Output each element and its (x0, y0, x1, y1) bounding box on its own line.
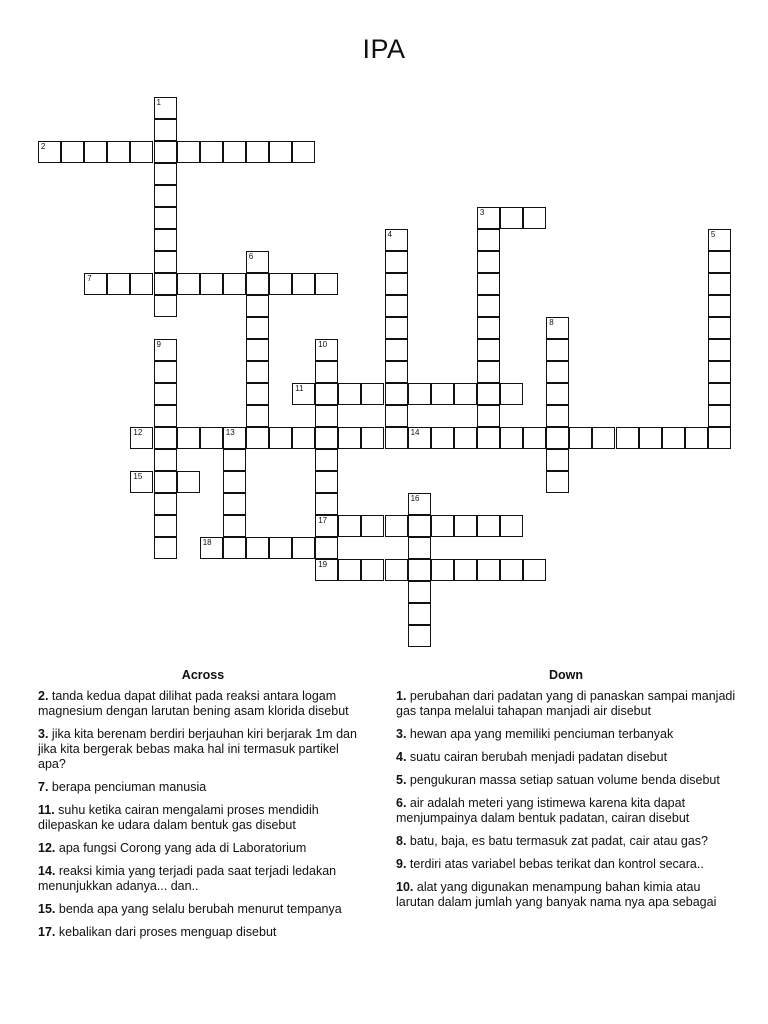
crossword-cell[interactable] (315, 493, 338, 515)
crossword-cell[interactable] (315, 537, 338, 559)
crossword-cell[interactable] (546, 449, 569, 471)
crossword-cell[interactable] (223, 449, 246, 471)
crossword-cell[interactable] (477, 515, 500, 537)
crossword-cell[interactable] (500, 427, 523, 449)
down-clue (396, 880, 736, 910)
across-clue (38, 925, 368, 940)
crossword-cell[interactable] (338, 383, 361, 405)
across-clue (38, 803, 368, 833)
cell-number: 15 (133, 472, 143, 481)
clue-text: apa fungsi Corong yang ada di Laboratorium (55, 841, 307, 855)
cell-number: 14 (410, 428, 420, 437)
crossword-cell[interactable] (685, 427, 708, 449)
clue-number: 5. (396, 773, 407, 787)
crossword-cell[interactable] (477, 405, 500, 427)
crossword-cell[interactable] (315, 515, 338, 537)
crossword-cell[interactable] (315, 273, 338, 295)
clue-number: 15. (38, 902, 56, 916)
cell-number: 1 (156, 98, 161, 107)
crossword-cell[interactable] (200, 141, 223, 163)
across-clues (38, 668, 368, 948)
crossword-cell[interactable] (130, 141, 153, 163)
crossword-cell[interactable] (315, 427, 338, 449)
crossword-cell[interactable] (408, 515, 431, 537)
crossword-cell[interactable] (292, 273, 315, 295)
crossword-cell[interactable] (385, 427, 408, 449)
crossword-cell[interactable] (477, 229, 500, 251)
crossword-cell[interactable] (385, 251, 408, 273)
crossword-cell[interactable] (431, 383, 454, 405)
crossword-cell[interactable] (154, 273, 177, 295)
crossword-cell[interactable] (708, 295, 731, 317)
cell-number: 7 (87, 274, 92, 283)
crossword-cell[interactable] (546, 471, 569, 493)
crossword-cell[interactable] (385, 383, 408, 405)
cell-number: 8 (549, 318, 554, 327)
crossword-cell[interactable] (154, 427, 177, 449)
crossword-cell[interactable] (361, 427, 384, 449)
crossword-cell[interactable] (246, 537, 269, 559)
cell-number: 6 (248, 252, 254, 261)
crossword-cell[interactable] (154, 493, 177, 515)
crossword-cell[interactable] (408, 383, 431, 405)
crossword-cell[interactable] (708, 405, 731, 427)
clue-text: terdiri atas variabel bebas terikat dan kontrol secara.. (406, 857, 704, 871)
crossword-cell[interactable] (361, 515, 384, 537)
down-clue (396, 727, 736, 742)
crossword-cell[interactable] (385, 273, 408, 295)
crossword-cell[interactable] (385, 295, 408, 317)
crossword-cell[interactable] (130, 427, 153, 449)
down-clue (396, 750, 736, 765)
crossword-cell[interactable] (154, 515, 177, 537)
down-clue (396, 773, 736, 788)
cell-number: 9 (156, 340, 161, 349)
crossword-cell[interactable] (223, 141, 246, 163)
crossword-cell[interactable] (154, 361, 177, 383)
crossword-cell[interactable] (315, 405, 338, 427)
crossword-cell[interactable] (454, 559, 477, 581)
down-clues (396, 668, 736, 918)
crossword-cell[interactable] (546, 317, 569, 339)
crossword-cell[interactable] (500, 515, 523, 537)
crossword-cell[interactable] (315, 471, 338, 493)
crossword-cell[interactable] (200, 427, 223, 449)
page-title: IPA (362, 34, 406, 64)
clue-text: suhu ketika cairan mengalami proses mendidih dilepaskan ke udara dalam bentuk gas disebut (38, 803, 319, 832)
crossword-cell[interactable] (431, 559, 454, 581)
crossword-cell[interactable] (130, 273, 153, 295)
crossword-cell[interactable] (223, 515, 246, 537)
across-clue (38, 780, 368, 795)
crossword-cell[interactable] (269, 141, 292, 163)
crossword-cell[interactable] (292, 427, 315, 449)
crossword-cell[interactable] (500, 383, 523, 405)
crossword-cell[interactable] (223, 471, 246, 493)
crossword-cell[interactable] (708, 317, 731, 339)
crossword-cell[interactable] (523, 559, 546, 581)
crossword-cell[interactable] (477, 361, 500, 383)
crossword-cell[interactable] (408, 559, 431, 581)
crossword-cell[interactable] (338, 515, 361, 537)
clue-number: 7. (38, 780, 49, 794)
crossword-cell[interactable] (315, 361, 338, 383)
clue-number: 3. (396, 727, 407, 741)
clue-text: berapa penciuman manusia (48, 780, 207, 794)
crossword-cell[interactable] (454, 383, 477, 405)
across-clue (38, 864, 368, 894)
crossword-cell[interactable] (385, 559, 408, 581)
across-clue (38, 689, 368, 719)
crossword-cell[interactable] (477, 317, 500, 339)
crossword-cell[interactable] (616, 427, 639, 449)
crossword-cell[interactable] (315, 449, 338, 471)
crossword-cell[interactable] (246, 361, 269, 383)
crossword-cell[interactable] (223, 537, 246, 559)
crossword-cell[interactable] (546, 383, 569, 405)
cell-number: 18 (202, 538, 212, 547)
clue-text: pengukuran massa setiap satuan volume benda disebut (406, 773, 720, 787)
crossword-cell[interactable] (269, 537, 292, 559)
crossword-cell[interactable] (154, 251, 177, 273)
crossword-cell[interactable] (408, 493, 431, 515)
clue-text: suatu cairan berubah menjadi padatan disebut (406, 750, 668, 764)
crossword-cell[interactable] (154, 229, 177, 251)
crossword-cell[interactable] (408, 537, 431, 559)
crossword-cell[interactable] (708, 251, 731, 273)
clue-text: perubahan dari padatan yang di panaskan sampai manjadi gas tanpa melalui tahapan manjadi air disebut (396, 689, 736, 718)
crossword-cell[interactable] (569, 427, 592, 449)
crossword-cell[interactable] (292, 141, 315, 163)
crossword-cell[interactable] (130, 471, 153, 493)
crossword-cell[interactable] (431, 427, 454, 449)
crossword-cell[interactable] (84, 141, 107, 163)
clue-number: 8. (396, 834, 407, 848)
crossword-cell[interactable] (154, 537, 177, 559)
crossword-cell[interactable] (708, 427, 731, 449)
cell-number: 12 (133, 428, 143, 437)
clue-text: batu, baja, es batu termasuk zat padat, cair atau gas? (406, 834, 709, 848)
crossword-cell[interactable] (385, 229, 408, 251)
cell-number: 11 (295, 384, 304, 393)
clue-text: benda apa yang selalu berubah menurut tempanya (55, 902, 342, 916)
clue-number: 17. (38, 925, 56, 939)
crossword-cell[interactable] (154, 405, 177, 427)
crossword-cell[interactable] (338, 427, 361, 449)
crossword-cell[interactable] (546, 361, 569, 383)
crossword-cell[interactable] (154, 97, 177, 119)
crossword-cell[interactable] (315, 559, 338, 581)
clue-number: 10. (396, 880, 414, 894)
crossword-cell[interactable] (154, 449, 177, 471)
cell-number: 19 (318, 560, 328, 569)
crossword-cell[interactable] (477, 559, 500, 581)
crossword-cell[interactable] (246, 141, 269, 163)
crossword-cell[interactable] (708, 273, 731, 295)
cell-number: 2 (41, 142, 46, 151)
crossword-cell[interactable] (292, 537, 315, 559)
crossword-cell[interactable] (200, 273, 223, 295)
crossword-cell[interactable] (361, 559, 384, 581)
crossword-cell[interactable] (177, 471, 200, 493)
down-clue (396, 796, 736, 826)
clue-text: air adalah meteri yang istimewa karena kita dapat menjumpainya dalam bentuk padatan, cairan disebut (396, 796, 690, 825)
crossword-cell[interactable] (269, 273, 292, 295)
crossword-cell[interactable] (154, 185, 177, 207)
down-clue (396, 834, 736, 849)
crossword-cell[interactable] (408, 603, 431, 625)
down-clue (396, 689, 736, 719)
crossword-cell[interactable] (431, 515, 454, 537)
crossword-cell[interactable] (246, 273, 269, 295)
crossword-cell[interactable] (292, 383, 315, 405)
crossword-cell[interactable] (246, 427, 269, 449)
cell-number: 16 (410, 494, 420, 503)
crossword-cell[interactable] (154, 163, 177, 185)
crossword-cell[interactable] (708, 361, 731, 383)
crossword-cell[interactable] (107, 141, 130, 163)
crossword-cell[interactable] (546, 339, 569, 361)
crossword-cell[interactable] (361, 383, 384, 405)
crossword-cell[interactable] (385, 405, 408, 427)
crossword-cell[interactable] (523, 427, 546, 449)
clue-number: 3. (38, 727, 49, 741)
clue-number: 9. (396, 857, 407, 871)
across-clue (38, 727, 368, 772)
crossword-cell[interactable] (315, 383, 338, 405)
crossword-cell[interactable] (639, 427, 662, 449)
down-clue (396, 857, 736, 872)
crossword-cell[interactable] (662, 427, 685, 449)
crossword-cell[interactable] (177, 427, 200, 449)
clue-number: 12. (38, 841, 56, 855)
clue-number: 11. (38, 803, 55, 817)
crossword-cell[interactable] (477, 295, 500, 317)
crossword-cell[interactable] (223, 427, 246, 449)
crossword-cell[interactable] (546, 427, 569, 449)
across-heading: Across (181, 668, 225, 682)
crossword-cell[interactable] (154, 383, 177, 405)
crossword-cell[interactable] (454, 427, 477, 449)
crossword-cell[interactable] (223, 273, 246, 295)
down-heading: Down (548, 668, 584, 682)
crossword-cell[interactable] (385, 339, 408, 361)
crossword-cell[interactable] (246, 295, 269, 317)
crossword-cell[interactable] (177, 141, 200, 163)
crossword-cell[interactable] (385, 515, 408, 537)
crossword-cell[interactable] (223, 493, 246, 515)
crossword-cell[interactable] (154, 471, 177, 493)
cell-number: 3 (479, 208, 485, 217)
clue-number: 14. (38, 864, 56, 878)
crossword-cell[interactable] (246, 339, 269, 361)
crossword-cell[interactable] (477, 427, 500, 449)
cell-number: 17 (318, 516, 328, 525)
crossword-cell[interactable] (246, 317, 269, 339)
crossword-cell[interactable] (385, 361, 408, 383)
crossword-cell[interactable] (477, 251, 500, 273)
crossword-cell[interactable] (385, 317, 408, 339)
clue-text: alat yang digunakan menampung bahan kimia atau larutan dalam jumlah yang banyak nama nya apa sebagai (396, 880, 717, 909)
clue-text: tanda kedua dapat dilihat pada reaksi antara logam magnesium dengan larutan bening asam klorida disebut (38, 689, 349, 718)
crossword-cell[interactable] (500, 207, 523, 229)
across-clue (38, 841, 368, 856)
crossword-cell[interactable] (246, 251, 269, 273)
crossword-cell[interactable] (200, 537, 223, 559)
crossword-cell[interactable] (84, 273, 107, 295)
cell-number: 10 (318, 340, 328, 349)
clue-text: jika kita berenam berdiri berjauhan kiri berjarak 1m dan jika kita bergerak bebas maka hal ini termasuk partikel apa? (38, 727, 357, 771)
across-clue (38, 902, 368, 917)
clue-text: kebalikan dari proses menguap disebut (55, 925, 277, 939)
crossword-cell[interactable] (546, 405, 569, 427)
crossword-cell[interactable] (408, 427, 431, 449)
crossword-cell[interactable] (246, 405, 269, 427)
crossword-cell[interactable] (154, 339, 177, 361)
crossword-cell[interactable] (107, 273, 130, 295)
crossword-cell[interactable] (477, 207, 500, 229)
crossword-cell[interactable] (61, 141, 84, 163)
clue-number: 2. (38, 689, 49, 703)
crossword-cell[interactable] (154, 295, 177, 317)
crossword-cell[interactable] (246, 383, 269, 405)
crossword-cell[interactable] (154, 119, 177, 141)
crossword-cell[interactable] (154, 141, 177, 163)
crossword-cell[interactable] (408, 625, 431, 647)
crossword-cell[interactable] (477, 339, 500, 361)
crossword-cell[interactable] (592, 427, 615, 449)
clue-number: 4. (396, 750, 407, 764)
crossword-cell[interactable] (269, 427, 292, 449)
crossword-cell[interactable] (177, 273, 200, 295)
crossword-cell[interactable] (708, 339, 731, 361)
crossword-cell[interactable] (38, 141, 61, 163)
crossword-cell[interactable] (500, 559, 523, 581)
cell-number: 4 (387, 230, 392, 239)
crossword-cell[interactable] (454, 515, 477, 537)
crossword-cell[interactable] (477, 383, 500, 405)
clue-text: hewan apa yang memiliki penciuman terbanyak (406, 727, 674, 741)
clue-number: 6. (396, 796, 407, 810)
cell-number: 5 (710, 230, 716, 239)
crossword-cell[interactable] (477, 273, 500, 295)
crossword-cell[interactable] (708, 229, 731, 251)
clue-text: reaksi kimia yang terjadi pada saat terjadi ledakan menunjukkan adanya... dan.. (38, 864, 337, 893)
crossword-cell[interactable] (408, 581, 431, 603)
clue-number: 1. (396, 689, 407, 703)
crossword-cell[interactable] (708, 383, 731, 405)
crossword-cell[interactable] (523, 207, 546, 229)
crossword-cell[interactable] (338, 559, 361, 581)
crossword-cell[interactable] (315, 339, 338, 361)
cell-number: 13 (225, 428, 235, 437)
crossword-cell[interactable] (154, 207, 177, 229)
